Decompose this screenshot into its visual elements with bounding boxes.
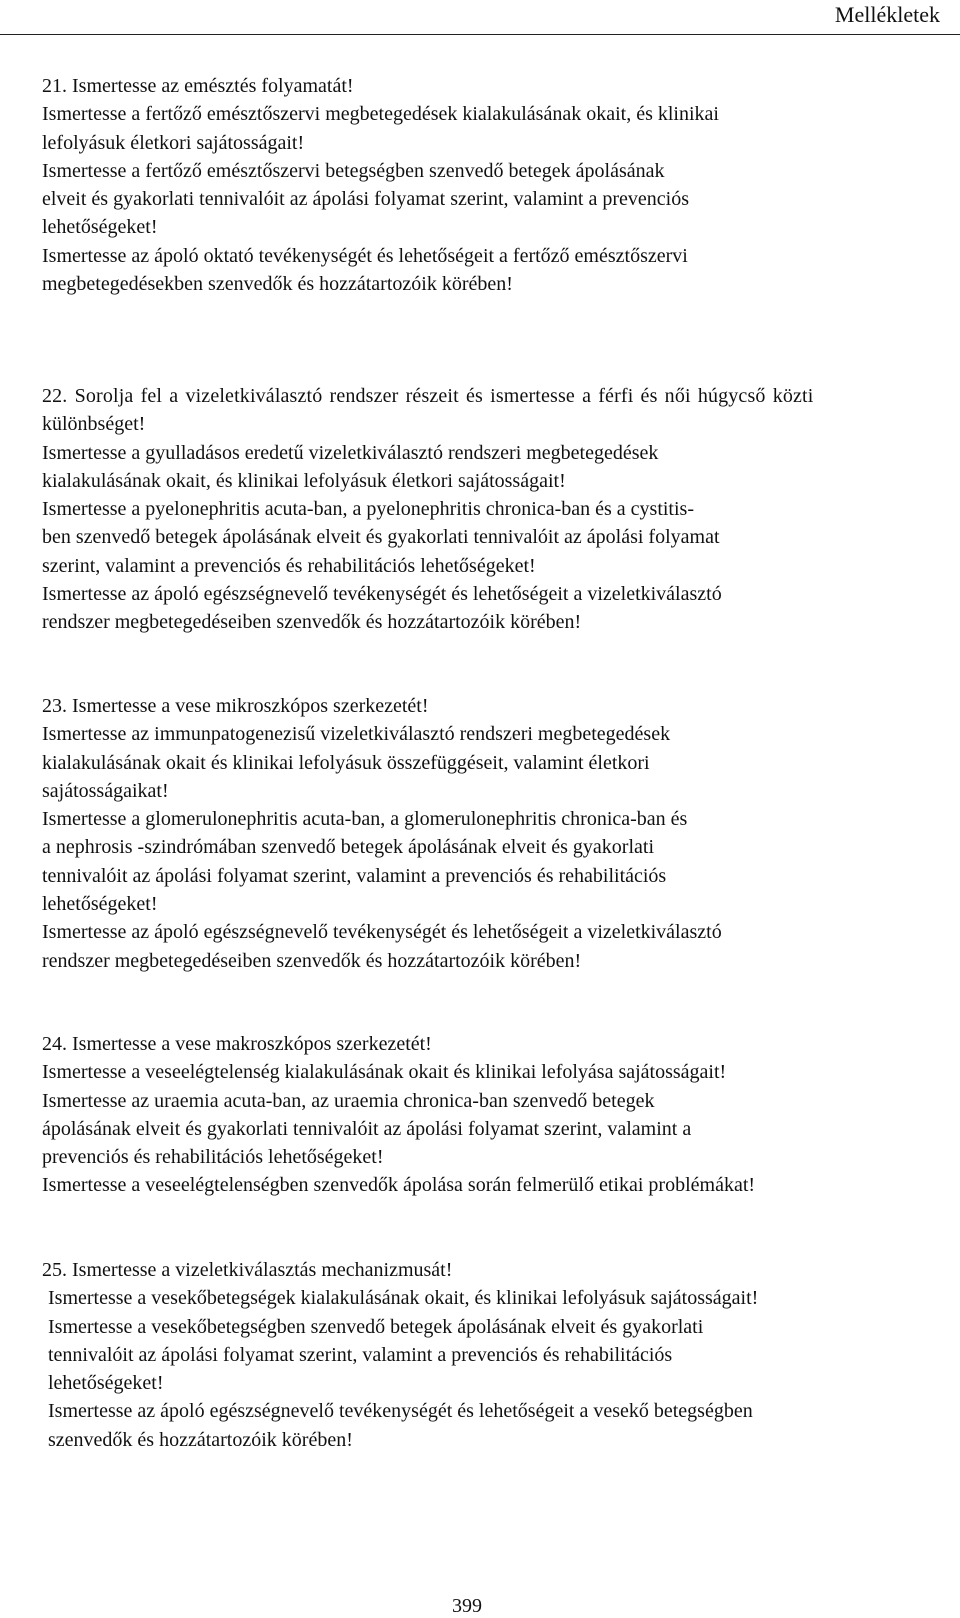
text-line: Ismertesse a pyelonephritis acuta-ban, a pyelonephritis chronica-ban és a cystitis- bbox=[42, 498, 694, 521]
text-line: elveit és gyakorlati tennivalóit az ápolási folyamat szerint, valamint a prevenciós bbox=[42, 188, 689, 211]
item-heading: 24. Ismertesse a vese makroszkópos szerkezetét! bbox=[42, 1033, 432, 1055]
exam-item-22 bbox=[42, 382, 942, 637]
text-line: Ismertesse az ápoló egészségnevelő tevékenységét és lehetőségeit a vizeletkiválasztó bbox=[42, 583, 722, 606]
text-line: Ismertesse a vesekőbetegségek kialakulásának okait, és klinikai lefolyásuk sajátosságait! bbox=[48, 1287, 759, 1310]
text-line: Ismertesse a fertőző emésztőszervi megbetegedések kialakulásának okait, és klinikai bbox=[42, 103, 719, 126]
text-line: rendszer megbetegedéseiben szenvedők és hozzátartozóik körében! bbox=[42, 949, 582, 972]
text-line: Ismertesse az immunpatogenezisű vizeletkiválasztó rendszeri megbetegedések bbox=[42, 723, 671, 746]
exam-item-23 bbox=[42, 692, 722, 975]
text-line: kialakulásának okait, és klinikai lefolyásuk életkori sajátosságait! bbox=[42, 469, 566, 492]
text-line: megbetegedésekben szenvedők és hozzátartozóik körében! bbox=[42, 273, 513, 296]
item-heading: 22. Sorolja fel a vizeletkiválasztó rendszer részeit és ismertesse a férfi és női húgycső közti bbox=[42, 385, 814, 407]
text-line: sajátosságaikat! bbox=[42, 779, 169, 802]
text-line: ápolásának elveit és gyakorlati tennivalóit az ápolási folyamat szerint, valamint a bbox=[42, 1117, 692, 1140]
text-line: Ismertesse a glomerulonephritis acuta-ban, a glomerulonephritis chronica-ban és bbox=[42, 808, 688, 831]
page-number: 399 bbox=[452, 1595, 482, 1617]
text-line: lehetőségeket! bbox=[48, 1372, 164, 1395]
text-line: a nephrosis -szindrómában szenvedő betegek ápolásának elveit és gyakorlati bbox=[42, 836, 655, 859]
header-divider bbox=[0, 34, 960, 35]
text-line: lefolyásuk életkori sajátosságait! bbox=[42, 131, 305, 154]
text-line: rendszer megbetegedéseiben szenvedők és hozzátartozóik körében! bbox=[42, 611, 582, 634]
item-heading: 21. Ismertesse az emésztés folyamatát! bbox=[42, 75, 354, 97]
text-line: különbséget! bbox=[42, 413, 146, 436]
item-heading: 25. Ismertesse a vizeletkiválasztás mechanizmusát! bbox=[42, 1259, 453, 1281]
item-heading: 23. Ismertesse a vese mikroszkópos szerkezetét! bbox=[42, 695, 429, 717]
text-line: Ismertesse az uraemia acuta-ban, az uraemia chronica-ban szenvedő betegek bbox=[42, 1089, 655, 1112]
text-line: ben szenvedő betegek ápolásának elveit és gyakorlati tennivalóit az ápolási folyamat bbox=[42, 526, 720, 549]
text-line: szerint, valamint a prevenciós és rehabilitációs lehetőségeket! bbox=[42, 554, 536, 577]
text-line: Ismertesse az ápoló egészségnevelő tevékenységét és lehetőségeit a vizeletkiválasztó bbox=[42, 921, 722, 944]
text-line: lehetőségeket! bbox=[42, 216, 158, 239]
text-line: Ismertesse az ápoló egészségnevelő tevékenységét és lehetőségeit a vesekő betegségben bbox=[48, 1400, 753, 1423]
text-line: Ismertesse a fertőző emésztőszervi betegségben szenvedő betegek ápolásának bbox=[42, 159, 665, 182]
text-line: Ismertesse a vesekőbetegségben szenvedő betegek ápolásának elveit és gyakorlati bbox=[48, 1315, 704, 1338]
text-line: tennivalóit az ápolási folyamat szerint, valamint a prevenciós és rehabilitációs bbox=[48, 1343, 673, 1366]
text-line: szenvedők és hozzátartozóik körében! bbox=[48, 1428, 353, 1451]
text-line: Ismertesse a veseelégtelenség kialakulásának okait és klinikai lefolyása sajátosságait! bbox=[42, 1061, 727, 1084]
text-line: lehetőségeket! bbox=[42, 893, 158, 916]
text-line: kialakulásának okait és klinikai lefolyásuk összefüggéseit, valamint életkori bbox=[42, 751, 650, 774]
text-line: Ismertesse az ápoló oktató tevékenységét és lehetőségeit a fertőző emésztőszervi bbox=[42, 244, 688, 267]
text-line: prevenciós és rehabilitációs lehetőségeket! bbox=[42, 1146, 384, 1169]
running-header-title: Mellékletek bbox=[834, 2, 940, 27]
text-line: Ismertesse a gyulladásos eredetű vizeletkiválasztó rendszeri megbetegedések bbox=[42, 441, 659, 464]
exam-item-21 bbox=[42, 72, 719, 298]
text-line: tennivalóit az ápolási folyamat szerint, valamint a prevenciós és rehabilitációs bbox=[42, 864, 667, 887]
text-line: Ismertesse a veseelégtelenségben szenvedők ápolása során felmerülő etikai problémákat! bbox=[42, 1174, 756, 1197]
exam-item-25 bbox=[42, 1256, 758, 1454]
exam-item-24 bbox=[42, 1030, 755, 1200]
